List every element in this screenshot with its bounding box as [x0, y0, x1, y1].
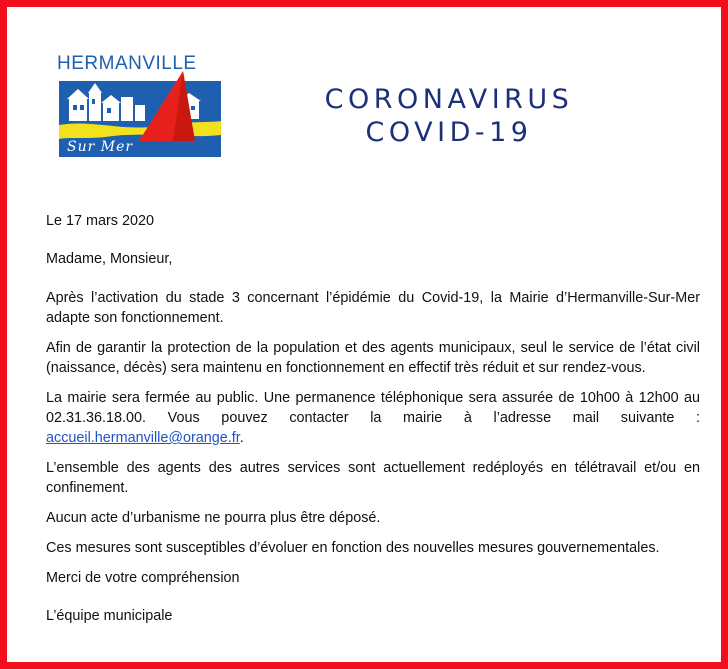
title-line-1: CORONAVIRUS — [324, 84, 574, 115]
logo-script: Sur Mer — [67, 139, 134, 155]
paragraph-4: L’ensemble des agents des autres services sont actuellement redéployés en télétravail et/ou en confinement. — [46, 460, 700, 496]
letter-body — [46, 211, 700, 626]
paragraph-6: Ces mesures sont susceptibles d’évoluer en fonction des nouvelles mesures gouvernementales. — [46, 540, 660, 556]
paragraph-5: Aucun acte d’urbanisme ne pourra plus être déposé. — [46, 510, 381, 526]
letter-salutation: Madame, Monsieur, — [46, 251, 173, 267]
paragraph-2: Afin de garantir la protection de la population et des agents municipaux, seul le service de l’état civil (naissance, décès) sera maintenu en fonctionnement en effectif très réduit et sur rendez-vous. — [46, 340, 700, 376]
letter-date: Le 17 mars 2020 — [46, 213, 155, 229]
page-title — [309, 83, 589, 149]
paragraph-3 — [46, 388, 700, 448]
hermanville-logo — [55, 51, 223, 161]
letter-signature: L’équipe municipale — [46, 608, 173, 624]
title-line-2: COVID-19 — [365, 117, 533, 148]
paragraph-1: Après l’activation du stade 3 concernant l’épidémie du Covid-19, la Mairie d’Hermanville-Sur-Mer adapte son fonctionnement. — [46, 290, 700, 326]
paragraph-7: Merci de votre compréhension — [46, 570, 240, 586]
paragraph-3-end: . — [239, 430, 244, 446]
email-link[interactable]: accueil.hermanville@orange.fr — [46, 430, 240, 446]
logo-name: HERMANVILLE — [57, 53, 197, 74]
paragraph-3-text: La mairie sera fermée au public. Une permanence téléphonique sera assurée de 10h00 à 12h00 au 02.31.36.18.00. Vous pouvez contacter la mairie à l’adresse mail suivante : — [46, 390, 700, 426]
